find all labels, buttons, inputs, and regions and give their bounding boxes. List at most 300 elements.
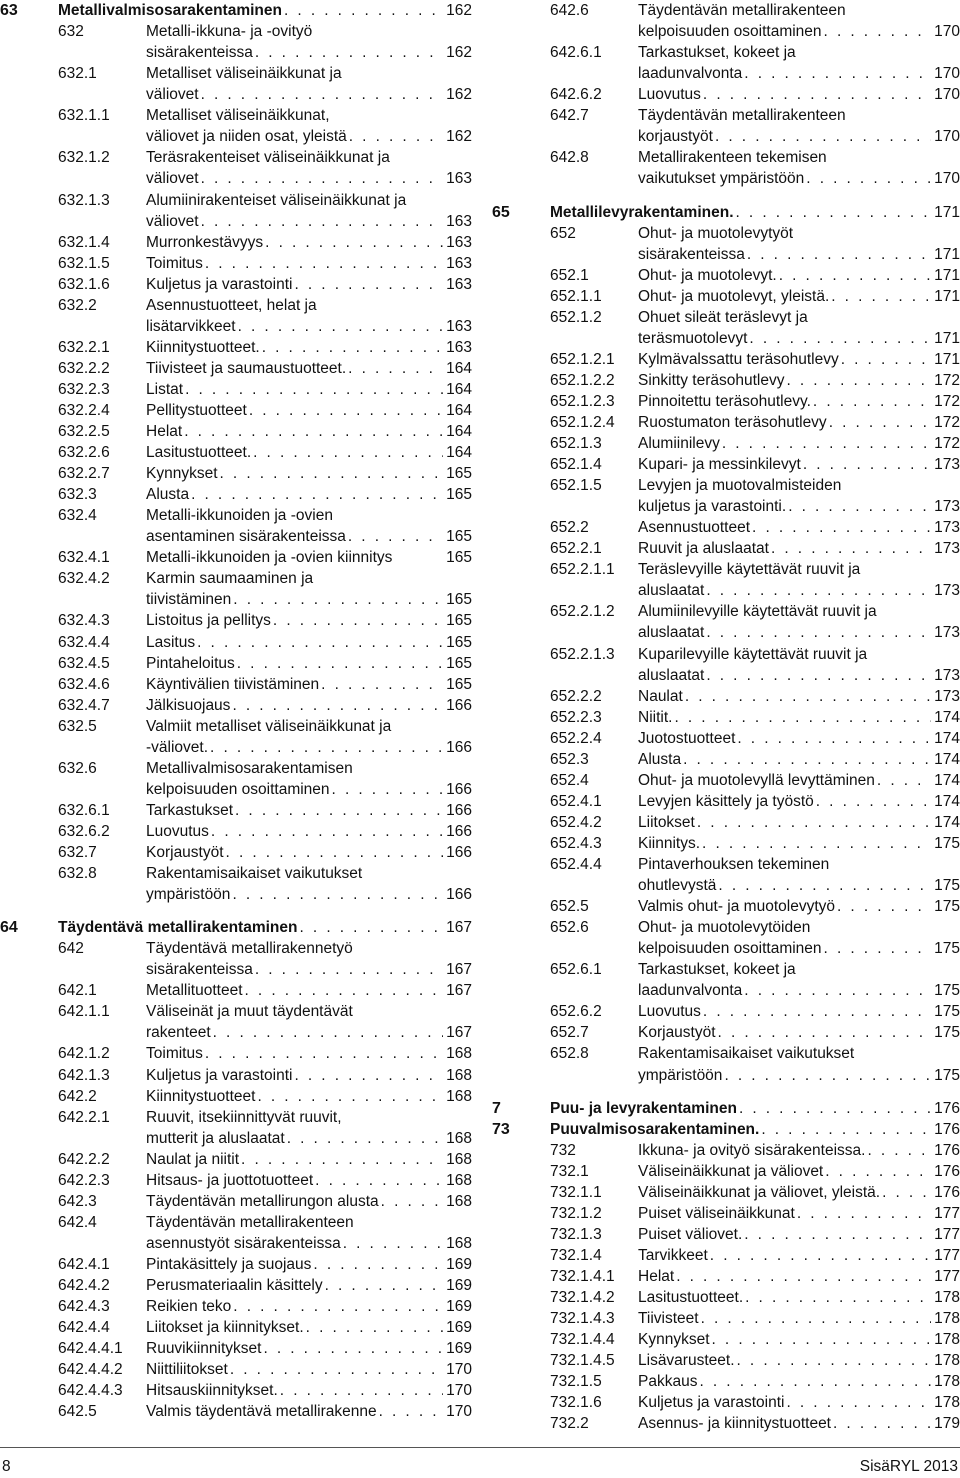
- entry-body: [146, 653, 472, 674]
- entry-body: [638, 517, 960, 538]
- toc-entry: [0, 1233, 472, 1254]
- entry-title: Kiinnitys.: [638, 834, 701, 852]
- section-number: 652.4.3: [550, 834, 602, 852]
- entry-body: [638, 580, 960, 601]
- entry-title: Täydentävän metallirakenteen: [146, 1213, 354, 1231]
- toc-entry: [492, 84, 960, 105]
- toc-entry: [0, 800, 472, 821]
- entry-body: [638, 601, 960, 622]
- toc-entry: [492, 1065, 960, 1086]
- entry-body: [638, 1065, 960, 1086]
- section-number: 652.1.3: [550, 435, 602, 452]
- entry-body: [146, 1065, 472, 1086]
- entry-title: Väliseinäikkunat ja väliovet, yleistä.: [638, 1183, 881, 1201]
- page-reference: 175: [934, 982, 960, 1000]
- section-number: 642.2.3: [58, 1171, 110, 1189]
- section-number: 652.1: [550, 266, 589, 284]
- toc-entry: [492, 622, 960, 643]
- entry-body: [146, 1380, 472, 1401]
- toc-entry: [0, 568, 472, 589]
- page-reference: 177: [934, 1267, 960, 1285]
- section-number: 632.5: [58, 717, 97, 735]
- toc-entry: [0, 274, 472, 295]
- toc-entry: [492, 63, 960, 84]
- entry-body: [146, 168, 472, 189]
- toc-entry: [0, 1275, 472, 1296]
- section-number: 652.1.1: [550, 287, 602, 305]
- toc-chapter-entry: [492, 202, 960, 223]
- toc-entry: [492, 328, 960, 349]
- dot-leader: [747, 328, 931, 349]
- dot-leader: [701, 84, 931, 105]
- toc-entry: [0, 674, 472, 695]
- page-reference: 167: [446, 982, 472, 1000]
- entry-title: Ohut- ja muotolevyt.: [638, 266, 777, 284]
- entry-title: Lasitus: [146, 633, 196, 651]
- entry-title: Täydentävä metallirakentaminen: [58, 919, 298, 937]
- toc-entry: [0, 147, 472, 168]
- page-reference: 163: [446, 275, 472, 293]
- section-number: 652.1.2.2: [550, 371, 615, 389]
- entry-body: [638, 42, 960, 63]
- dot-leader: [701, 1001, 931, 1022]
- entry-title: Helat: [638, 1267, 675, 1285]
- page-reference: 170: [934, 65, 960, 83]
- entry-title: lisätarvikkeet: [146, 317, 236, 335]
- page-reference: 178: [934, 1394, 960, 1412]
- entry-title: Tarkastukset, kokeet ja: [638, 44, 796, 62]
- section-number: 632.1.2: [58, 149, 110, 167]
- entry-body: [146, 421, 472, 442]
- entry-title: Korjaustyöt: [146, 844, 224, 861]
- entry-body: [146, 1254, 472, 1275]
- entry-title: Puuvalmisosarakentaminen.: [550, 1120, 760, 1138]
- toc-entry: [492, 1161, 960, 1182]
- entry-title: Tarkastukset: [146, 801, 234, 819]
- page-reference: 174: [934, 771, 960, 789]
- dot-leader: [233, 800, 443, 821]
- section-number: 732.1.4.3: [550, 1310, 615, 1327]
- page-reference: 162: [446, 128, 472, 146]
- dot-leader: [750, 517, 931, 538]
- entry-body: [638, 622, 960, 643]
- entry-title: Puiset väliovet.: [638, 1225, 743, 1243]
- dot-leader: [745, 244, 931, 265]
- entry-title: Käyntivälien tiivistäminen: [146, 675, 320, 693]
- dot-leader: [734, 202, 932, 223]
- section-number: 652.1.2: [550, 308, 602, 326]
- section-number: 642.1.1: [58, 1003, 110, 1021]
- entry-body: [146, 674, 472, 695]
- entry-body: [146, 779, 472, 800]
- toc-chapter-entry: [492, 1119, 960, 1140]
- entry-title: väliovet: [146, 86, 199, 104]
- entry-title: Ohut- ja muotolevyt, yleistä.: [638, 287, 830, 305]
- dot-leader: [674, 1266, 931, 1287]
- entry-body: [146, 484, 472, 505]
- entry-title: Luovutus: [638, 86, 701, 104]
- entry-body: [638, 244, 960, 265]
- toc-entry: [492, 1266, 960, 1287]
- toc-entry: [492, 517, 960, 538]
- entry-body: [638, 349, 960, 370]
- toc-entry: [492, 223, 960, 244]
- entry-title: rakenteet: [146, 1024, 211, 1042]
- entry-title: sisärakenteissa: [638, 245, 745, 263]
- entry-body: [146, 1359, 472, 1380]
- entry-body: [638, 1413, 960, 1434]
- page-reference: 173: [934, 666, 960, 684]
- entry-body: [146, 1022, 472, 1043]
- entry-body: [146, 1086, 472, 1107]
- dot-leader: [710, 1329, 932, 1350]
- dot-leader: [735, 1350, 932, 1371]
- page-reference: 165: [446, 591, 472, 609]
- toc-entry: [492, 580, 960, 601]
- entry-body: [638, 644, 960, 665]
- dot-leader: [199, 168, 444, 189]
- entry-title: Teräsrakenteiset väliseinäikkunat ja: [146, 149, 390, 167]
- dot-leader: [811, 391, 931, 412]
- entry-body: [146, 800, 472, 821]
- entry-body: [638, 1161, 960, 1182]
- entry-body: [146, 190, 472, 211]
- entry-body: [638, 1245, 960, 1266]
- dot-leader: [261, 1338, 443, 1359]
- section-number: 652.2.1.3: [550, 645, 615, 663]
- dot-leader: [189, 484, 443, 505]
- entry-title: Väliseinät ja muut täydentävät: [146, 1003, 353, 1021]
- entry-title: Toimitus: [146, 254, 203, 272]
- section-number: 732.1.5: [550, 1373, 602, 1391]
- dot-leader: [211, 1022, 443, 1043]
- section-number: 632.7: [58, 844, 97, 861]
- page-reference: 168: [446, 1045, 472, 1063]
- page-reference: 178: [934, 1331, 960, 1349]
- page-reference: 172: [934, 414, 960, 431]
- dot-leader: [183, 379, 443, 400]
- page-reference: 166: [446, 822, 472, 840]
- section-number: 632.6.1: [58, 801, 110, 819]
- dot-leader: [831, 1413, 931, 1434]
- entry-body: [638, 223, 960, 244]
- dot-leader: [769, 538, 931, 559]
- dot-leader: [236, 316, 444, 337]
- entry-body: [638, 812, 960, 833]
- entry-body: [146, 884, 472, 905]
- toc-entry: [492, 475, 960, 496]
- entry-body: [638, 791, 960, 812]
- entry-title: Alumiinilevyille käytettävät ruuvit ja: [638, 603, 877, 621]
- page-reference: 175: [934, 877, 960, 894]
- entry-body: [146, 442, 472, 463]
- entry-body: [146, 400, 472, 421]
- entry-title: Juotostuotteet: [638, 729, 736, 747]
- page-reference: 167: [446, 919, 472, 937]
- toc-entry: [0, 737, 472, 758]
- dot-leader: [697, 1371, 931, 1392]
- section-number: 632.2.4: [58, 402, 110, 419]
- page-reference: 167: [446, 1024, 472, 1042]
- entry-body: [638, 854, 960, 875]
- dot-leader: [313, 1170, 443, 1191]
- dot-leader: [347, 126, 443, 147]
- section-number: 632.4.7: [58, 696, 110, 714]
- toc-entry: [0, 779, 472, 800]
- toc-entry: [0, 695, 472, 716]
- entry-body: [638, 749, 960, 770]
- toc-entry: [0, 421, 472, 442]
- page-reference: 162: [446, 86, 472, 104]
- entry-body: [638, 63, 960, 84]
- toc-entry: [492, 0, 960, 21]
- page-reference: 165: [446, 654, 472, 672]
- entry-title: Metalli-ikkunoiden ja -ovien kiinnitys: [146, 549, 393, 567]
- section-number: 652.2.3: [550, 708, 602, 726]
- section-number: 642.2: [58, 1087, 97, 1105]
- entry-body: [146, 126, 472, 147]
- section-number: 732.1.6: [550, 1394, 602, 1412]
- page-reference: 164: [446, 423, 472, 440]
- toc-entry: [492, 1182, 960, 1203]
- entry-title: Helat: [146, 423, 183, 440]
- dot-leader: [835, 896, 931, 917]
- section-number: 652.1.5: [550, 477, 602, 495]
- page-reference: 163: [446, 233, 472, 251]
- page-reference: 166: [446, 886, 472, 904]
- toc-entry: [492, 1224, 960, 1245]
- entry-title: Puiset väliseinäikkunat: [638, 1204, 795, 1222]
- entry-title: sisärakenteissa: [146, 961, 253, 979]
- section-number: 732: [550, 1141, 576, 1159]
- entry-body: [146, 505, 472, 526]
- section-number: 632.1.3: [58, 191, 110, 209]
- entry-body: [638, 496, 960, 517]
- toc-entry: [492, 959, 960, 980]
- section-number: 642.4.4: [58, 1319, 110, 1337]
- entry-title: Lisävarusteet.: [638, 1352, 735, 1370]
- toc-entry: [492, 42, 960, 63]
- dot-leader: [708, 1245, 931, 1266]
- entry-body: [638, 126, 960, 147]
- entry-title: Tarkastukset, kokeet ja: [638, 961, 796, 979]
- toc-entry: [492, 1140, 960, 1161]
- entry-title: Asennus- ja kiinnitystuotteet: [638, 1415, 831, 1433]
- page-reference: 166: [446, 844, 472, 861]
- entry-body: [638, 959, 960, 980]
- toc-chapter-entry: [0, 917, 472, 938]
- page-reference: 174: [934, 729, 960, 747]
- entry-body: [638, 538, 960, 559]
- entry-body: [638, 433, 960, 454]
- entry-body: [638, 168, 960, 189]
- section-number: 652.5: [550, 898, 589, 916]
- section-number: 732.1.4.5: [550, 1352, 615, 1370]
- section-number: 642.3: [58, 1192, 97, 1210]
- dot-leader: [827, 412, 931, 433]
- toc-entry: [492, 126, 960, 147]
- toc-chapter-entry: [492, 1098, 960, 1119]
- entry-title: laadunvalvonta: [638, 65, 743, 83]
- section-number: 652.1.2.4: [550, 414, 615, 431]
- dot-leader: [298, 917, 444, 938]
- entry-body: [146, 337, 472, 358]
- section-number: 642.2.1: [58, 1108, 110, 1126]
- entry-title: korjaustyöt: [638, 128, 713, 146]
- toc-entry: [0, 1359, 472, 1380]
- page-reference: 168: [446, 1150, 472, 1168]
- toc-entry: [492, 917, 960, 938]
- page-reference: 178: [934, 1352, 960, 1370]
- toc-entry: [0, 980, 472, 1001]
- toc-entry: [0, 1191, 472, 1212]
- toc-entry: [492, 538, 960, 559]
- entry-body: [146, 758, 472, 779]
- section-number: 652.4.4: [550, 856, 602, 873]
- dot-leader: [218, 463, 444, 484]
- entry-body: [638, 105, 960, 126]
- entry-body: [638, 1224, 960, 1245]
- page-reference: 166: [446, 780, 472, 798]
- page-reference: 172: [934, 371, 960, 389]
- dot-leader: [704, 665, 931, 686]
- toc-entry: [492, 21, 960, 42]
- entry-title: Pintaheloitus: [146, 654, 235, 672]
- page-reference: 179: [934, 1415, 960, 1433]
- page-reference: 162: [446, 2, 472, 19]
- toc-entry: [0, 632, 472, 653]
- section-number: 632.1: [58, 65, 97, 83]
- entry-title: kelpoisuuden osoittaminen: [638, 940, 822, 958]
- entry-body: [146, 147, 472, 168]
- entry-body: [638, 84, 960, 105]
- entry-title: Toimitus: [146, 1045, 203, 1063]
- entry-title: Valmiit metalliset väliseinäikkunat ja: [146, 717, 392, 735]
- entry-title: laadunvalvonta: [638, 982, 743, 1000]
- entry-body: [638, 1371, 960, 1392]
- toc-entry: [492, 728, 960, 749]
- toc-entry: [492, 665, 960, 686]
- page-reference: 177: [934, 1225, 960, 1243]
- toc-entry: [0, 316, 472, 337]
- entry-title: Ruuvit ja aluslaatat: [638, 540, 769, 558]
- entry-title: sisärakenteissa: [146, 44, 253, 62]
- entry-title: Kiinnitystuotteet: [146, 1087, 256, 1105]
- toc-entry: [492, 938, 960, 959]
- toc-entry: [492, 454, 960, 475]
- dot-leader: [759, 1119, 931, 1140]
- dot-leader: [239, 1149, 443, 1170]
- entry-body: [146, 1149, 472, 1170]
- dot-leader: [341, 1233, 443, 1254]
- entry-title: Ohut- ja muotolevytyöt: [638, 224, 794, 242]
- page-reference: 165: [446, 675, 472, 693]
- page-reference: 165: [446, 633, 472, 651]
- page-reference: 171: [934, 203, 960, 221]
- page-reference: 164: [446, 402, 472, 419]
- page-reference: 170: [934, 86, 960, 104]
- dot-leader: [282, 0, 443, 21]
- dot-leader: [742, 1224, 931, 1245]
- page-reference: 176: [934, 1162, 960, 1180]
- entry-title: väliovet: [146, 170, 199, 188]
- section-number: 632.2: [58, 296, 97, 314]
- dot-leader: [230, 884, 443, 905]
- toc-entry: [0, 190, 472, 211]
- entry-title: Metallituotteet: [146, 982, 243, 1000]
- entry-title: Puu- ja levyrakentaminen: [550, 1099, 737, 1117]
- toc-entry: [0, 1149, 472, 1170]
- toc-entry: [0, 758, 472, 779]
- entry-body: [146, 274, 472, 295]
- entry-body: [550, 1119, 960, 1140]
- entry-body: [146, 547, 472, 568]
- toc-entry: [0, 959, 472, 980]
- entry-body: [146, 1401, 472, 1422]
- toc-entry: [0, 1317, 472, 1338]
- section-number: 652.2: [550, 519, 589, 537]
- page-reference: 173: [934, 582, 960, 600]
- section-number: 632.2.3: [58, 380, 110, 398]
- toc-entry: [0, 1401, 472, 1422]
- dot-leader: [278, 1380, 443, 1401]
- dot-leader: [839, 349, 931, 370]
- section-number: 732.1.4: [550, 1246, 602, 1264]
- toc-entry: [0, 884, 472, 905]
- dot-leader: [260, 337, 443, 358]
- page-reference: 169: [446, 1298, 472, 1315]
- entry-title: Reikien teko: [146, 1298, 232, 1315]
- dot-leader: [699, 1308, 932, 1329]
- toc-entry: [0, 1338, 472, 1359]
- entry-title: väliovet: [146, 212, 199, 230]
- section-number: 732.2: [550, 1415, 589, 1433]
- page-reference: 173: [934, 456, 960, 474]
- section-number: 632.2.2: [58, 359, 110, 377]
- entry-title: Asennustuotteet, helat ja: [146, 296, 317, 314]
- dot-leader: [683, 686, 931, 707]
- entry-title: Levyjen ja muotovalmisteiden: [638, 477, 842, 495]
- section-number: 652.2.1.2: [550, 603, 615, 621]
- toc-entry: [0, 716, 472, 737]
- entry-title: Metalliset väliseinäikkunat ja: [146, 65, 342, 83]
- toc-entry: [0, 126, 472, 147]
- entry-title: Metallivalmisosarakentaminen: [58, 2, 282, 19]
- entry-title: Niittiliitokset: [146, 1361, 228, 1379]
- toc-entry: [492, 1308, 960, 1329]
- page-reference: 174: [934, 813, 960, 831]
- entry-body: [638, 1308, 960, 1329]
- page-reference: 163: [446, 254, 472, 272]
- chapter-number: 63: [0, 2, 18, 19]
- page-reference: 171: [934, 266, 960, 284]
- entry-title: Hitsauskiinnitykset.: [146, 1382, 278, 1400]
- section-number: 632.4.1: [58, 549, 110, 567]
- entry-body: [638, 21, 960, 42]
- dot-leader: [203, 1043, 443, 1064]
- entry-body: [638, 938, 960, 959]
- toc-entry: [0, 295, 472, 316]
- toc-entry: [492, 854, 960, 875]
- entry-body: [146, 21, 472, 42]
- entry-body: [146, 1296, 472, 1317]
- toc-entry: [492, 286, 960, 307]
- toc-entry: [492, 265, 960, 286]
- page-reference: 168: [446, 1234, 472, 1252]
- entry-body: [638, 1392, 960, 1413]
- page-reference: 163: [446, 212, 472, 230]
- entry-title: Ikkuna- ja ovityö sisärakenteissa.: [638, 1141, 866, 1159]
